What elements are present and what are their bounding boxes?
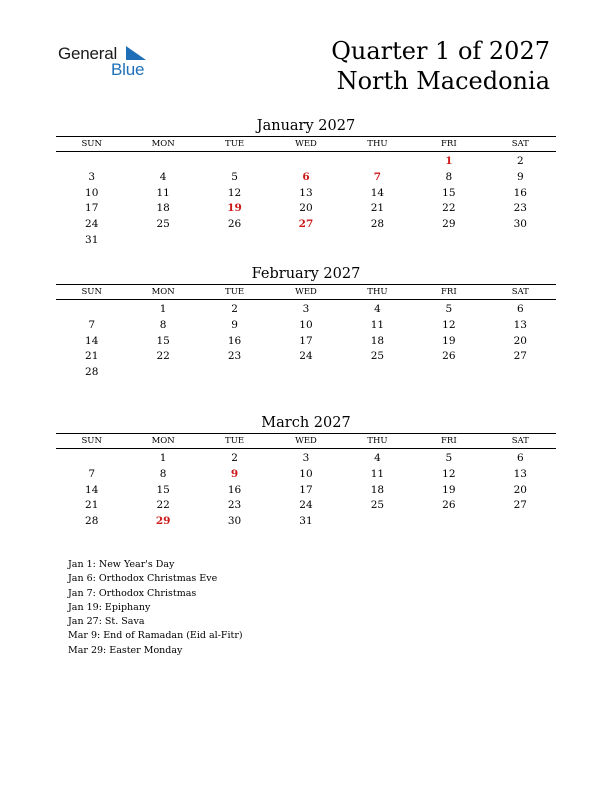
day-cell: 22 [156,499,170,512]
weekday-header [56,136,556,152]
month-march [56,413,556,530]
day-cell: 14 [85,334,99,347]
day-cell: 17 [299,483,313,496]
logo-triangle-icon [126,46,146,60]
day-cell: 13 [513,318,527,331]
month-january [56,116,556,249]
weekday-header [56,433,556,449]
day-cell: 22 [156,350,170,363]
empty-day-cell [127,365,198,381]
day-cell: 8 [445,170,453,183]
day-cell: 2 [516,155,524,167]
empty-day-cell [342,233,413,249]
day-cell: 1 [445,155,453,167]
day-cell: 11 [370,318,385,331]
empty-day-cell [270,154,341,170]
day-cell: 13 [299,186,313,199]
day-cell: 12 [442,467,456,480]
holiday-note: Jan 19: Epiphany [68,601,151,613]
day-cell: 27 [513,499,527,512]
day-cell: 28 [370,218,385,231]
weekday-label: MON [151,139,175,149]
holiday-note: Jan 1: New Year's Day [68,559,175,570]
day-cell: 15 [156,334,170,347]
day-cell: 5 [445,452,453,464]
day-cell: 1 [159,452,167,464]
day-cell: 19 [227,202,242,215]
day-cell: 16 [513,186,527,199]
day-cell: 24 [85,218,99,231]
holiday-note: Jan 7: Orthodox Christmas [68,587,197,599]
weekday-label: THU [367,287,388,297]
day-cell: 7 [88,318,96,331]
holiday-note: Jan 27: St. Sava [68,616,145,628]
weekday-label: TUE [225,287,245,297]
day-cell: 21 [85,350,99,363]
day-cell: 27 [298,218,314,231]
day-cell: 26 [442,350,456,363]
day-cell: 8 [159,318,167,331]
logo-general-text: General [58,44,118,63]
day-cell: 20 [299,202,313,215]
day-cell: 8 [159,467,167,480]
day-cell: 30 [513,218,527,231]
day-cell: 14 [370,186,385,199]
month-title: February 2027 [251,266,361,282]
empty-day-cell [127,154,198,170]
month-title: March 2027 [261,415,351,431]
empty-day-cell [485,233,556,249]
empty-day-cell [199,365,270,381]
day-cell: 15 [442,186,456,199]
day-cell: 3 [302,303,310,315]
empty-day-cell [270,365,341,381]
day-cell: 5 [445,303,453,315]
empty-day-cell [56,154,127,170]
day-cell: 4 [159,170,167,183]
day-cell: 23 [227,499,242,512]
weekday-label: SUN [81,139,102,149]
day-cell: 6 [516,303,524,315]
day-cell: 3 [302,452,310,464]
day-cell: 11 [370,467,385,480]
empty-day-cell [413,365,484,381]
empty-day-cell [342,365,413,381]
day-cell: 2 [231,303,238,315]
day-cell: 29 [442,218,456,231]
day-cell: 3 [88,170,96,183]
day-cell: 16 [227,483,242,496]
day-cell: 19 [442,483,456,496]
weekday-label: FRI [441,139,457,149]
day-cell: 20 [513,334,527,347]
empty-day-cell [270,233,341,249]
empty-day-cell [56,302,127,318]
day-cell: 23 [513,202,527,215]
day-cell: 12 [227,186,242,199]
day-cell: 15 [156,483,170,496]
page-title [331,36,550,96]
day-cell: 28 [85,366,99,379]
day-cell: 5 [231,170,238,183]
weekday-label: THU [367,139,388,149]
day-cell: 18 [156,202,170,215]
day-cell: 12 [442,318,456,331]
weekday-header [56,284,556,300]
weekday-label: SAT [511,287,529,297]
day-cell: 19 [442,334,456,347]
month-february [56,264,556,381]
day-cell: 9 [231,318,238,331]
day-cell: 24 [299,350,313,363]
day-cell: 6 [516,452,524,464]
day-cell: 13 [513,467,527,480]
day-cell: 14 [85,483,99,496]
day-cell: 10 [299,467,313,480]
day-cell: 31 [85,233,99,246]
day-cell: 25 [370,499,385,512]
holiday-note: Mar 9: End of Ramadan (Eid al-Fitr) [68,630,243,642]
day-cell: 26 [442,499,456,512]
day-cell: 23 [227,350,242,363]
weekday-label: SUN [81,436,102,446]
weekday-label: SAT [511,139,529,149]
day-cell: 20 [513,483,527,496]
empty-day-cell [485,514,556,530]
day-cell: 7 [88,467,96,480]
day-cell: 29 [155,515,171,528]
holiday-note: Mar 29: Easter Monday [68,644,183,656]
weekday-label: TUE [225,436,245,446]
day-cell: 21 [85,499,99,512]
day-cell: 4 [374,452,381,464]
weekday-label: MON [151,287,175,297]
day-grid [56,302,556,381]
day-grid [56,154,556,249]
day-grid [56,451,556,530]
day-cell: 9 [516,170,524,183]
day-cell: 18 [370,334,385,347]
day-cell: 10 [85,186,99,199]
holiday-note: Jan 6: Orthodox Christmas Eve [68,573,218,585]
weekday-label: THU [367,436,388,446]
empty-day-cell [413,514,484,530]
empty-day-cell [485,365,556,381]
day-cell: 24 [299,499,313,512]
weekday-label: WED [295,287,317,297]
weekday-label: FRI [441,287,457,297]
empty-day-cell [342,154,413,170]
holiday-notes [68,558,243,658]
day-cell: 1 [159,303,167,315]
empty-day-cell [413,233,484,249]
weekday-label: MON [151,436,175,446]
empty-day-cell [199,233,270,249]
day-cell: 31 [299,515,313,528]
empty-day-cell [56,451,127,467]
weekday-label: WED [295,139,317,149]
weekday-label: SUN [81,287,102,297]
day-cell: 26 [227,218,242,231]
day-cell: 17 [299,334,313,347]
day-cell: 10 [299,318,313,331]
title-country: North Macedonia [336,67,550,95]
day-cell: 27 [513,350,527,363]
day-cell: 25 [370,350,385,363]
day-cell: 6 [302,170,310,183]
empty-day-cell [127,233,198,249]
title-quarter: Quarter 1 of 2027 [331,37,550,65]
day-cell: 7 [373,170,382,183]
weekday-label: SAT [511,436,529,446]
day-cell: 22 [442,202,456,215]
day-cell: 30 [227,515,242,528]
day-cell: 28 [85,515,99,528]
day-cell: 17 [85,202,99,215]
day-cell: 2 [231,452,238,464]
weekday-label: FRI [441,436,457,446]
day-cell: 4 [374,303,381,315]
weekday-label: TUE [225,139,245,149]
month-title: January 2027 [256,118,356,134]
day-cell: 16 [227,334,242,347]
day-cell: 21 [370,202,385,215]
day-cell: 9 [230,467,239,480]
empty-day-cell [342,514,413,530]
logo-blue-text: Blue [111,60,145,79]
day-cell: 11 [156,186,170,199]
day-cell: 25 [156,218,170,231]
weekday-label: WED [295,436,317,446]
day-cell: 18 [370,483,385,496]
empty-day-cell [199,154,270,170]
logo [58,44,158,80]
